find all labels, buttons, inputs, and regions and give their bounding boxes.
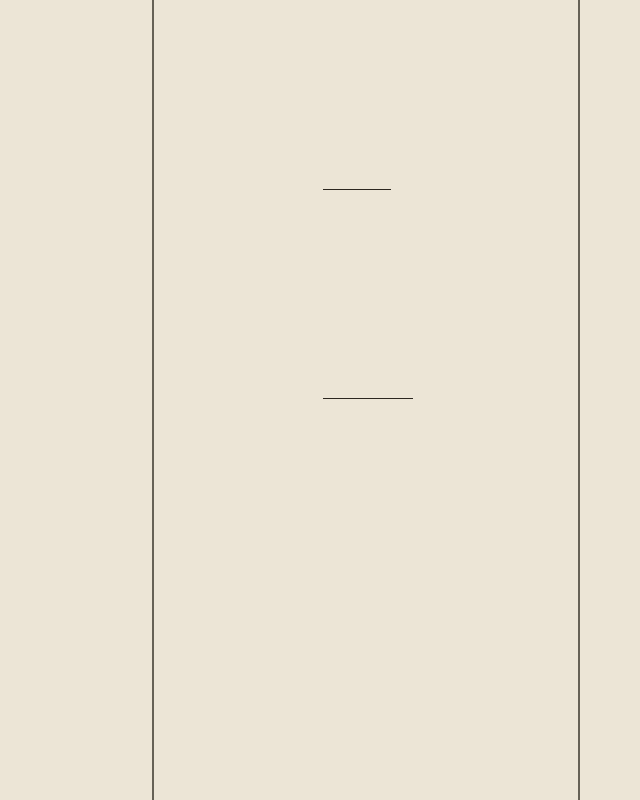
left-column — [0, 0, 148, 800]
section-divider — [323, 398, 413, 399]
column-rule-left — [152, 0, 154, 800]
middle-column — [163, 0, 573, 800]
column-rule-right — [578, 0, 580, 800]
section-divider — [323, 189, 391, 190]
right-column — [586, 0, 640, 800]
